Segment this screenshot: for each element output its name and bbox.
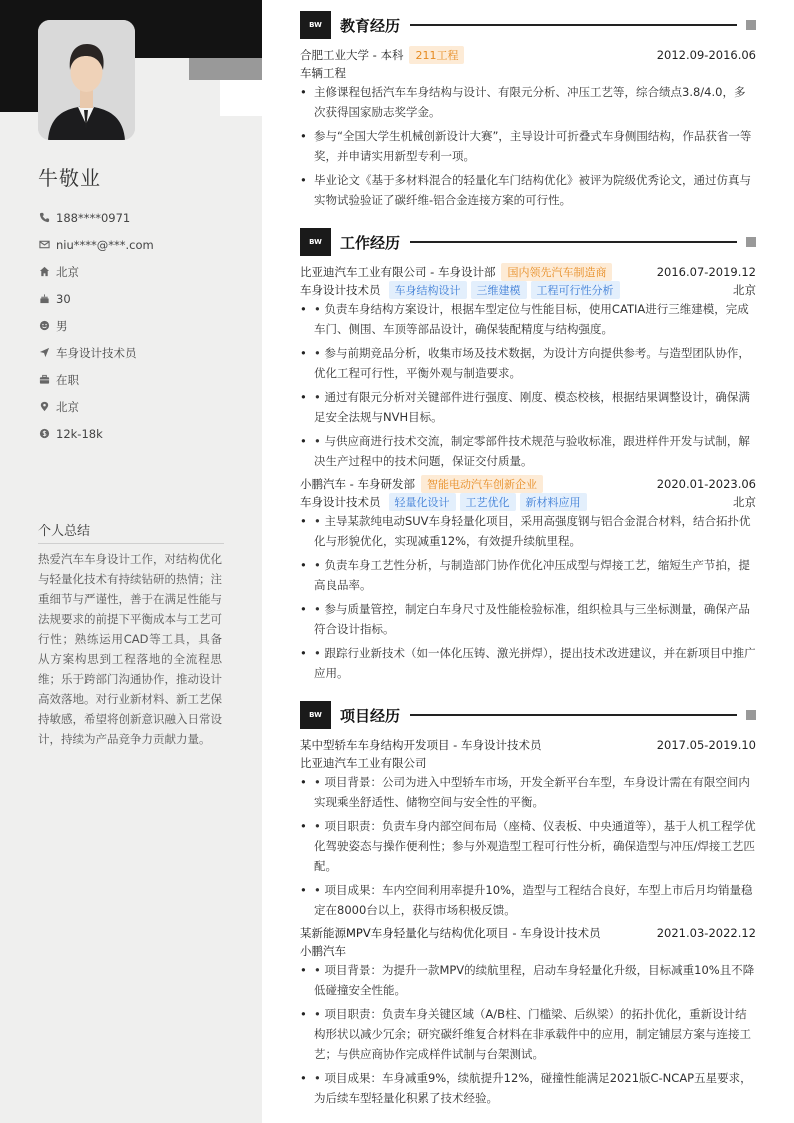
job-bullet: • • 与供应商进行技术交流，制定零部件技术规范与验收标准，跟进样件开发与试制，解决生产过程中的技术问题，保证交付质量。 (300, 431, 756, 471)
contact-info-list (38, 204, 154, 447)
job-bullet: • • 通过有限元分析对关键部件进行强度、刚度、模态校核，根据结果调整设计，确保满足安全法规与NVH目标。 (300, 387, 756, 427)
age-text: 30 (56, 291, 71, 306)
section-badge-icon: BW (300, 11, 331, 39)
education-bullet: • 参与“全国大学生机械创新设计大赛”，主导设计可折叠式车身侧围结构，作品获省一等奖，并申请实用新型专利一项。 (300, 126, 756, 166)
decor-grey-bar (189, 58, 262, 80)
job-company-row (300, 262, 756, 282)
email-text: niu****@***.com (56, 237, 154, 252)
home-icon (38, 266, 50, 278)
job-position-row (300, 492, 756, 512)
summary-heading: 个人总结 (38, 520, 224, 544)
candidate-name: 牛敬业 (38, 166, 101, 190)
education-title: 教育经历 (340, 16, 401, 35)
skill-tag: 工程可行性分析 (531, 281, 620, 299)
skill-tag: 轻量化设计 (389, 493, 456, 511)
job-city: 北京 (733, 283, 756, 297)
project-title: 项目经历 (340, 706, 401, 725)
info-status (38, 366, 154, 393)
section-divider (410, 24, 737, 26)
project-bullet: • • 项目成果：车身减重9%，续航提升12%，碰撞性能满足2021版C-NCAP五星要求，为后续车型轻量化积累了技术经验。 (300, 1068, 756, 1108)
cake-icon (38, 293, 50, 305)
job-bullet: • • 参与前期竞品分析，收集市场及技术数据，为设计方向提供参考。与造型团队协作，优化工程可行性，平衡外观与制造要求。 (300, 343, 756, 383)
skill-tag: 车身结构设计 (389, 281, 467, 299)
section-divider (410, 241, 737, 243)
skill-tag: 新材料应用 (520, 493, 587, 511)
project-name: 某新能源MPV车身轻量化与结构优化项目 - 车身设计技术员 (300, 926, 601, 940)
location-text: 北京 (56, 399, 79, 414)
job-company-row (300, 474, 756, 494)
info-location (38, 393, 154, 420)
section-badge-icon: BW (300, 701, 331, 729)
salary-icon (38, 428, 50, 440)
project-company-row (300, 753, 756, 773)
job-company: 比亚迪汽车工业有限公司 - 车身设计部 (300, 265, 496, 279)
section-square-icon (746, 710, 756, 720)
education-date: 2012.09-2016.06 (656, 48, 756, 62)
section-square-icon (746, 20, 756, 30)
summary-text: 热爱汽车车身设计工作，对结构优化与轻量化技术有持续钻研的热情；注重细节与严谨性，善于在满足性能与法规要求的前提下平衡成本与工艺可行性；熟练运用CAD等工具，具备从方案构思到工程落地的全流程思维；乐于跨部门沟通协作，推动设计高效落地。对行业新材料、新工艺保持敏感，希望将创新意识融入日常设计，持续为产品竞争力贡献力量。 (38, 552, 222, 746)
job-company: 小鹏汽车 - 车身研发部 (300, 477, 415, 491)
info-position (38, 339, 154, 366)
project-section-header (300, 701, 756, 729)
info-salary (38, 420, 154, 447)
job-bullet: • • 负责车身结构方案设计，根据车型定位与性能目标，使用CATIA进行三维建模，完成车门、侧围、车顶等部品设计，确保装配精度与结构强度。 (300, 299, 756, 339)
education-bullet: • 毕业论文《基于多材料混合的轻量化车门结构优化》被评为院级优秀论文，通过仿真与实物试验验证了碳纤维-铝合金连接方案的可行性。 (300, 170, 756, 210)
project-name-row (300, 735, 756, 755)
project-company: 小鹏汽车 (300, 944, 346, 958)
sidebar (0, 0, 262, 1123)
status-text: 在职 (56, 372, 79, 387)
project-bullet: • • 项目职责：负责车身关键区域（A/B柱、门槛梁、后纵梁）的拓扑优化，重新设计结构形状以减少冗余；研究碳纤维复合材料在非承载件中的应用，制定铺层方案与连接工艺；与供应商协作完成样件试制与台架测试。 (300, 1004, 756, 1064)
gender-text: 男 (56, 318, 68, 333)
section-divider (410, 714, 737, 716)
project-company: 比亚迪汽车工业有限公司 (300, 756, 427, 770)
project-bullet: • • 项目背景：为提升一款MPV的续航里程，启动车身轻量化升级，目标减重10%且不降低碰撞安全性能。 (300, 960, 756, 1000)
project-bullet: • • 项目成果：车内空间利用率提升10%，造型与工程结合良好，车型上市后月均销量稳定在8000台以上，获得市场积极反馈。 (300, 880, 756, 920)
phone-icon (38, 212, 50, 224)
info-age (38, 285, 154, 312)
briefcase-icon (38, 374, 50, 386)
job-position: 车身设计技术员 (300, 283, 381, 297)
job-position: 车身设计技术员 (300, 495, 381, 509)
project-bullet: • • 项目背景：公司为进入中型轿车市场，开发全新平台车型，车身设计需在有限空间内实现乘坐舒适性、储物空间与安全性的平衡。 (300, 772, 756, 812)
company-tag: 智能电动汽车创新企业 (421, 475, 543, 493)
education-section-header (300, 11, 756, 39)
job-bullet: • • 参与质量管控，制定白车身尺寸及性能检验标准，组织检具与三坐标测量，确保产品符合设计指标。 (300, 599, 756, 639)
work-section-header (300, 228, 756, 256)
education-major-row (300, 63, 756, 83)
company-tag: 国内领先汽车制造商 (501, 263, 612, 281)
skill-tag: 三维建模 (471, 281, 527, 299)
position-text: 车身设计技术员 (56, 345, 137, 360)
section-badge-icon: BW (300, 228, 331, 256)
major: 车辆工程 (300, 66, 346, 80)
project-date: 2017.05-2019.10 (656, 738, 756, 752)
school-tag: 211工程 (409, 46, 464, 64)
job-date: 2020.01-2023.06 (656, 477, 756, 491)
job-city: 北京 (733, 495, 756, 509)
skill-tag: 工艺优化 (460, 493, 516, 511)
decor-white-bar (220, 80, 262, 116)
education-bullet: • 主修课程包括汽车车身结构与设计、有限元分析、冲压工艺等，综合绩点3.8/4.0，多次获得国家励志奖学金。 (300, 82, 756, 122)
section-square-icon (746, 237, 756, 247)
info-gender (38, 312, 154, 339)
mail-icon (38, 239, 50, 251)
work-title: 工作经历 (340, 233, 401, 252)
job-date: 2016.07-2019.12 (656, 265, 756, 279)
info-home (38, 258, 154, 285)
hometown-text: 北京 (56, 264, 79, 279)
project-name-row (300, 923, 756, 943)
send-icon (38, 347, 50, 359)
project-name: 某中型轿车车身结构开发项目 - 车身设计技术员 (300, 738, 542, 752)
job-bullet: • • 跟踪行业新技术（如一体化压铸、激光拼焊），提出技术改进建议，并在新项目中推广应用。 (300, 643, 756, 683)
phone-text: 188****0971 (56, 210, 131, 225)
salary-text: 12k-18k (56, 426, 103, 441)
location-pin-icon (38, 401, 50, 413)
gender-icon (38, 320, 50, 332)
info-email (38, 231, 154, 258)
job-bullet: • • 负责车身工艺性分析，与制造部门协作优化冲压成型与焊接工艺，缩短生产节拍，提高良品率。 (300, 555, 756, 595)
project-date: 2021.03-2022.12 (656, 926, 756, 940)
avatar (38, 20, 135, 140)
info-phone (38, 204, 154, 231)
sidebar-header-block-left (0, 58, 38, 112)
project-bullet: • • 项目职责：负责车身内部空间布局（座椅、仪表板、中央通道等），基于人机工程学优化驾驶姿态与操作便利性；参与外观造型工程可行性分析，确保造型与冲压/焊接工艺匹配。 (300, 816, 756, 876)
education-school-row (300, 45, 756, 65)
job-position-row (300, 280, 756, 300)
job-bullet: • • 主导某款纯电动SUV车身轻量化项目，采用高强度钢与铝合金混合材料，结合拓扑优化与形貌优化，实现减重12%，有效提升续航里程。 (300, 511, 756, 551)
school-name: 合肥工业大学 - 本科 (300, 48, 404, 62)
project-company-row (300, 941, 756, 961)
